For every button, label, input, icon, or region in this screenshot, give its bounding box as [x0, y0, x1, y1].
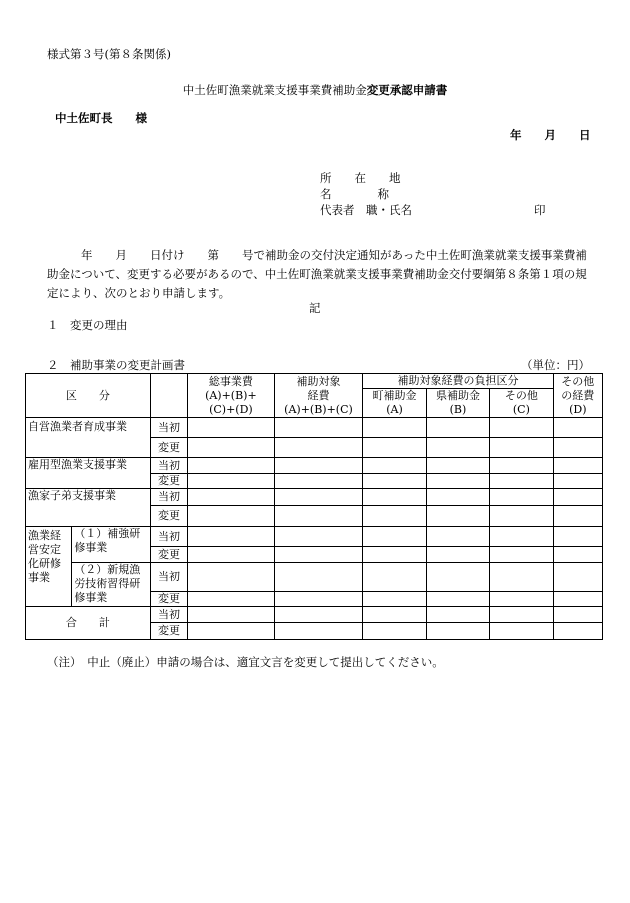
header-eligible-line2: 経費	[307, 388, 330, 402]
seal-mark: 印	[534, 203, 546, 217]
header-otherexp-line1: その他	[561, 374, 595, 388]
header-otherexp-line3: (D)	[569, 402, 587, 416]
header-eligible-cost	[274, 374, 363, 418]
row-employment-type: 雇用型漁業支援事業	[26, 458, 151, 489]
row-family-successor: 漁家子弟支援事業	[26, 489, 151, 527]
header-town-subsidy	[363, 389, 426, 418]
header-other-expenses	[553, 374, 602, 418]
header-total-cost-line1: 総事業費	[208, 374, 253, 388]
body-paragraph	[47, 246, 587, 303]
date-line: 年 月 日	[510, 128, 591, 142]
header-other	[490, 389, 553, 418]
unit-label: （単位：円）	[521, 358, 590, 372]
header-town-line1: 町補助金	[372, 389, 417, 402]
header-otherexp-line2: の経費	[561, 388, 595, 402]
header-eligible-line3: (A)+(B)+(C)	[284, 402, 353, 416]
header-total-cost-line2: (A)+(B)+	[205, 388, 257, 402]
row-new-skill-training: （２）新規漁労技術習得研修事業	[72, 563, 151, 607]
title-normal: 中土佐町漁業就業支援事業費補助金	[182, 83, 367, 97]
header-pref-line1: 県補助金	[435, 389, 480, 402]
row-total: 合 計	[26, 607, 151, 640]
title-bold: 変更承認申請書	[366, 83, 448, 97]
header-other-line1: その他	[504, 389, 538, 402]
label-changed: 変更	[150, 438, 187, 458]
label-initial: 当初	[150, 458, 187, 474]
section-1-heading: １ 変更の理由	[47, 318, 128, 332]
document-title	[0, 79, 630, 98]
label-initial: 当初	[150, 527, 187, 547]
header-total-cost-line3: (C)+(D)	[209, 402, 253, 416]
address-label: 所 在 地	[320, 171, 401, 185]
form-number: 様式第３号(第８条関係)	[47, 47, 171, 61]
header-pref-subsidy	[426, 389, 489, 418]
addressee: 中土佐町長 様	[55, 111, 147, 125]
change-plan-table	[25, 373, 603, 640]
label-initial: 当初	[150, 418, 187, 438]
label-changed: 変更	[150, 547, 187, 563]
row-self-employed: 自営漁業者育成事業	[26, 418, 151, 458]
representative-label: 代表者 職・氏名	[320, 203, 412, 217]
ki-label: 記	[309, 301, 321, 315]
footnote: （注） 中止（廃止）申請の場合は、適宜文言を変更して提出してください。	[47, 655, 444, 669]
label-changed: 変更	[150, 506, 187, 527]
header-other-line2: (C)	[512, 403, 530, 416]
label-changed: 変更	[150, 623, 187, 640]
body-text: 年 月 日付け 第 号で補助金の交付決定通知があった中土佐町漁業就業支援事業費補助金について、変更する必要があるので、中土佐町漁業就業支援事業費補助金交付要綱第８条第１項の規定により、次のとおり申請します。	[47, 248, 587, 300]
label-initial: 当初	[150, 489, 187, 506]
header-pref-line2: (B)	[449, 403, 467, 416]
header-eligible-line1: 補助対象	[296, 374, 341, 388]
label-initial: 当初	[150, 563, 187, 592]
header-burden: 補助対象経費の負担区分	[363, 374, 553, 389]
label-changed: 変更	[150, 592, 187, 607]
header-total-cost	[188, 374, 275, 418]
label-initial: 当初	[150, 607, 187, 623]
row-reinforcement-training: （１）補強研修事業	[72, 527, 151, 563]
row-management-training: 漁業経営安定化研修事業	[26, 527, 72, 607]
name-label: 名 称	[320, 187, 389, 201]
label-changed: 変更	[150, 474, 187, 489]
header-town-line2: (A)	[386, 403, 403, 416]
section-2-heading: ２ 補助事業の変更計画書	[47, 358, 185, 372]
header-blank	[150, 374, 187, 418]
header-category: 区 分	[26, 374, 151, 418]
